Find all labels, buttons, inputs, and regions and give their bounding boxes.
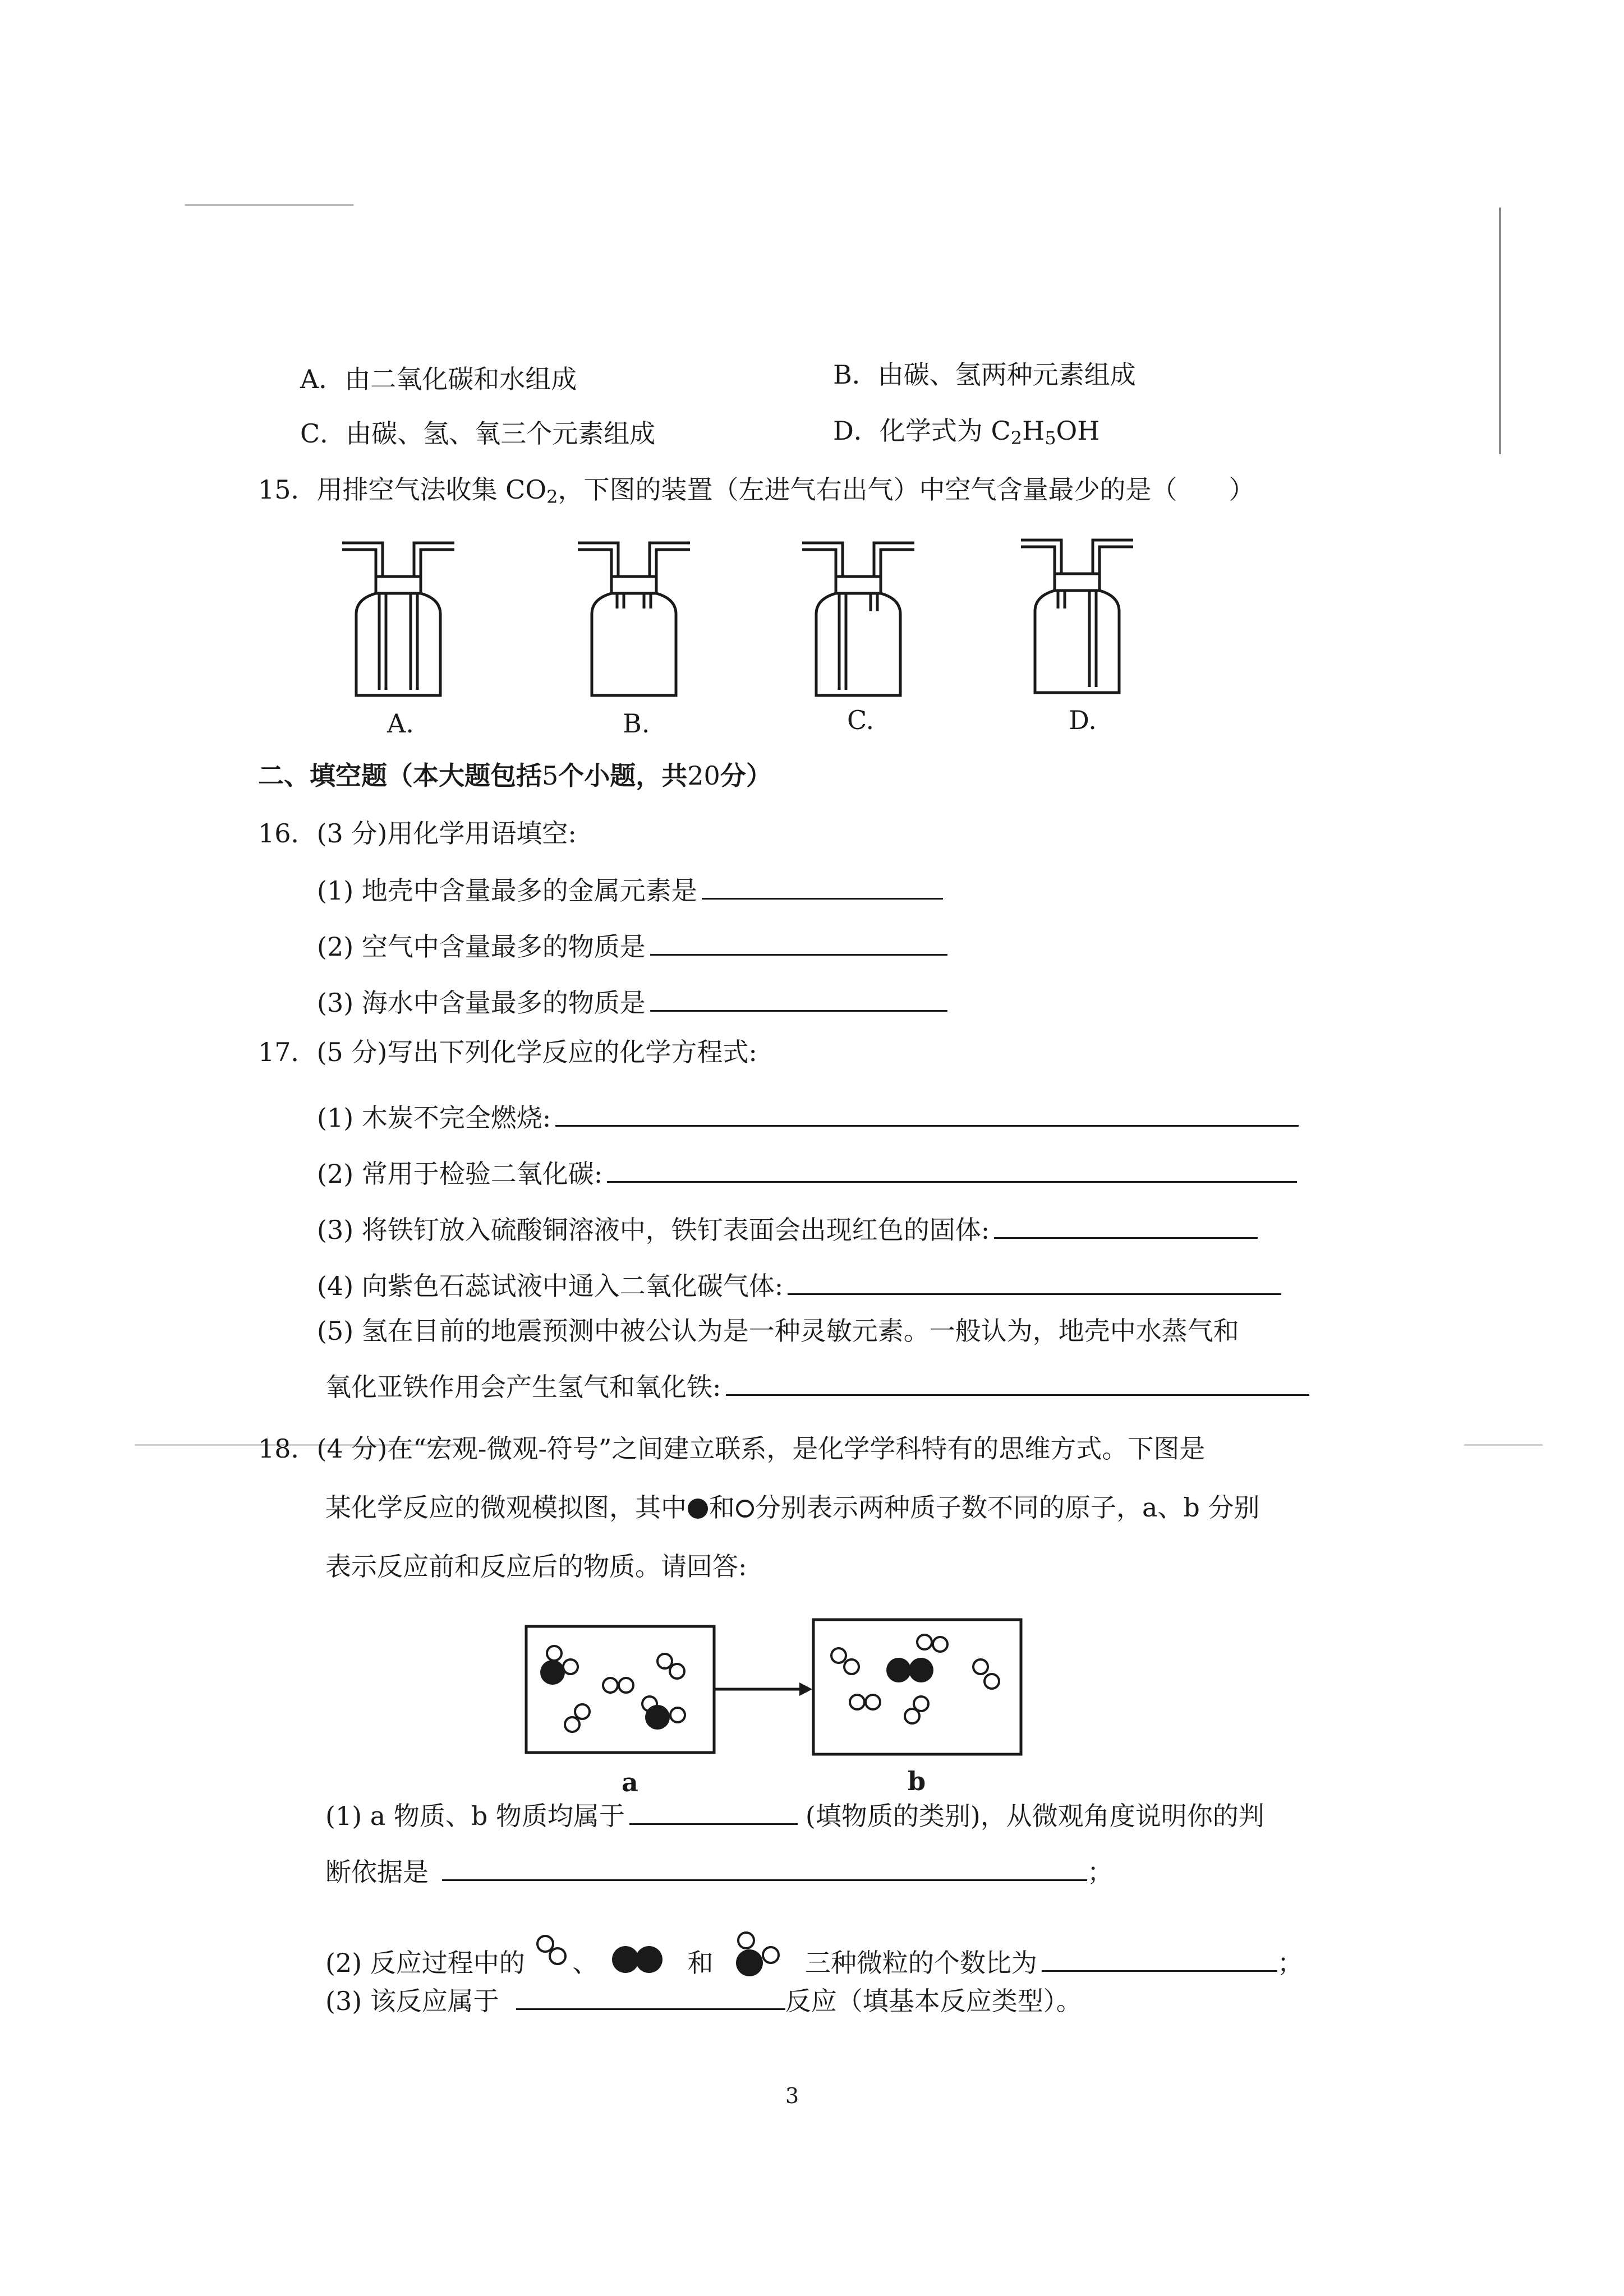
bottle-c-label: C. xyxy=(847,705,875,735)
q17-item-2: (2) 常用于检验二氧化碳: xyxy=(317,1158,1297,1190)
filled-atom-icon xyxy=(687,1497,709,1520)
box-a-molecules xyxy=(540,1646,685,1732)
scan-rule-right xyxy=(1499,208,1501,454)
scan-rule-top xyxy=(185,204,353,206)
q18-sub2-blank-ratio[interactable] xyxy=(1042,1948,1277,1972)
q14-option-d: D．化学式为 $C_2H_5OH$ xyxy=(833,416,1100,449)
q18-sub1-line1: (1) a 物质、b 物质均属于 (填物质的类别)，从微观角度说明你的判 xyxy=(325,1801,1264,1831)
q18-sub1-line2: 断依据是 ； xyxy=(325,1857,1113,1887)
q16-stem: 16．(3 分)用化学用语填空: xyxy=(258,818,577,849)
q18-sub1-blank-category[interactable] xyxy=(629,1801,798,1825)
q17-answer-blank-2[interactable] xyxy=(607,1159,1297,1183)
filled-pair-molecule-icon xyxy=(606,1943,668,1976)
bottle-d-label: D. xyxy=(1069,705,1097,735)
box-a-label: a xyxy=(622,1767,638,1797)
q18-sub1-blank-reason[interactable] xyxy=(442,1857,1087,1881)
box-b-label: b xyxy=(908,1766,926,1796)
q18-line-1: 18．(4 分)在“宏观-微观-符号”之间建立联系，是化学学科特有的思维方式。下图是 xyxy=(258,1433,1206,1464)
q18-sub3-blank-type[interactable] xyxy=(516,1986,785,2010)
box-b-molecules xyxy=(831,1635,999,1723)
q18-sub3: (3) 该反应属于 反应（填基本反应类型）。 xyxy=(325,1986,1082,2016)
q17-answer-blank-5[interactable] xyxy=(726,1372,1309,1396)
q17-answer-blank-4[interactable] xyxy=(788,1271,1281,1295)
scan-rule-right-mid xyxy=(1464,1444,1543,1446)
bottle-d-figure xyxy=(1015,530,1139,704)
section-2-heading: 二、填空题（本大题包括5个小题，共20分） xyxy=(258,760,772,791)
page-number: 3 xyxy=(785,2083,799,2108)
q16-item-3: (3) 海水中含量最多的物质是 xyxy=(317,987,947,1018)
q17-answer-blank-3[interactable] xyxy=(994,1215,1258,1239)
bottle-b-label: B. xyxy=(623,708,650,739)
q17-item-5: (5) 氢在目前的地震预测中被公认为是一种灵敏元素。一般认为，地壳中水蒸气和 xyxy=(317,1316,1239,1346)
q17-item-3: (3) 将铁钉放入硫酸铜溶液中，铁钉表面会出现红色的固体: xyxy=(317,1214,1258,1246)
bottle-a-label: A. xyxy=(387,708,414,739)
q17-stem: 17．(5 分)写出下列化学反应的化学方程式: xyxy=(258,1037,757,1067)
reaction-micro-diagram xyxy=(522,1615,1038,1783)
q16-answer-blank-1[interactable] xyxy=(702,875,943,900)
q17-item-4: (4) 向紫色石蕊试液中通入二氧化碳气体: xyxy=(317,1270,1281,1302)
q17-item-5-cont: 氧化亚铁作用会产生氢气和氧化铁: xyxy=(325,1371,1309,1403)
q18-line-3: 表示反应前和反应后的物质。请回答: xyxy=(325,1551,747,1582)
q18-sub2: (2) 反应过程中的 、 和 三种微粒的个数比为 ； xyxy=(325,1929,1303,1980)
q14-option-a: A．由二氧化碳和水组成 xyxy=(300,364,577,394)
hollow-atom-icon xyxy=(735,1499,755,1519)
arrow-head-icon xyxy=(799,1682,812,1696)
q18-line-2: 某化学反应的微观模拟图，其中 和 分别表示两种质子数不同的原子，a、b 分别 xyxy=(325,1492,1260,1523)
q14-option-c: C．由碳、氢、氧三个元素组成 xyxy=(300,418,656,449)
mixed-triatomic-molecule-icon xyxy=(730,1929,786,1980)
bottle-c-figure xyxy=(797,533,920,707)
q16-item-2: (2) 空气中含量最多的物质是 xyxy=(317,931,947,962)
q17-item-1: (1) 木炭不完全燃烧: xyxy=(317,1102,1299,1133)
bottle-b-figure xyxy=(572,533,696,707)
q14-option-b: B．由碳、氢两种元素组成 xyxy=(833,359,1136,390)
q16-answer-blank-2[interactable] xyxy=(650,932,947,956)
q16-answer-blank-3[interactable] xyxy=(650,988,947,1012)
q15-stem: 15．用排空气法收集 $CO_2$，下图的装置（左进气右出气）中空气含量最少的是（ ） xyxy=(258,474,1255,508)
q17-answer-blank-1[interactable] xyxy=(555,1103,1299,1127)
hollow-pair-molecule-icon xyxy=(533,1933,572,1970)
bottle-a-figure xyxy=(337,533,460,707)
q16-item-1: (1) 地壳中含量最多的金属元素是 xyxy=(317,875,943,906)
